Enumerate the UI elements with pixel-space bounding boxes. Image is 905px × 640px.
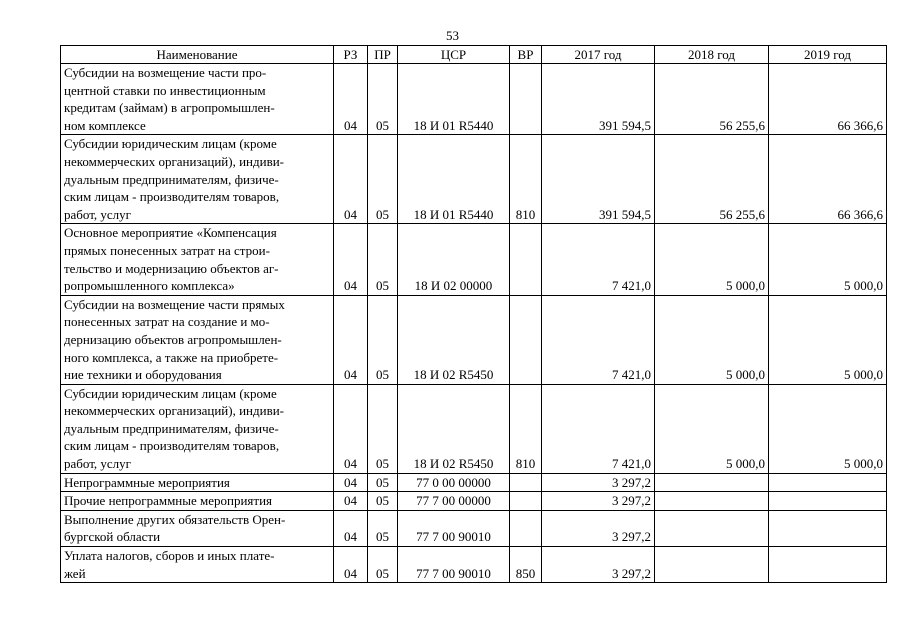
cell-name-line: некоммерческих организаций), индиви- [64,153,284,169]
cell-2017: 391 594,5 [542,64,655,135]
cell-name-line: дуальным предпринимателям, физиче- [64,171,279,187]
cell-2017: 7 421,0 [542,295,655,384]
cell-2017: 3 297,2 [542,547,655,583]
cell-name [61,492,334,511]
cell-name [61,135,334,224]
cell-vr [510,492,542,511]
cell-vr [510,473,542,492]
cell-2017: 3 297,2 [542,473,655,492]
cell-name [61,384,334,473]
table-row [61,224,887,295]
cell-name-line: Субсидии юридическим лицам (кроме [64,385,277,401]
cell-name-line: Основное мероприятие «Компенсация [64,225,277,241]
table-row [61,384,887,473]
cell-name-line: бургской области [64,529,161,545]
cell-name-line: Непрограммные мероприятия [64,474,230,490]
cell-name-line: ние техники и оборудования [64,367,222,383]
cell-name [61,473,334,492]
cell-rz: 04 [334,473,368,492]
cell-name-line: работ, услуг [64,456,132,472]
cell-2017: 3 297,2 [542,510,655,546]
cell-2019 [769,510,887,546]
cell-name-line: Субсидии юридическим лицам (кроме [64,136,277,152]
cell-name-line: прямых понесенных затрат на строи- [64,242,270,258]
table-row [61,135,887,224]
table-row [61,295,887,384]
table-row [61,510,887,546]
cell-2019: 5 000,0 [769,384,887,473]
cell-csr: 18 И 01 R5440 [398,135,510,224]
cell-pr: 05 [368,64,398,135]
cell-2019 [769,492,887,511]
budget-table [60,45,887,583]
cell-vr: 810 [510,135,542,224]
cell-2019: 66 366,6 [769,64,887,135]
cell-2017: 7 421,0 [542,384,655,473]
cell-csr: 18 И 02 R5450 [398,384,510,473]
cell-vr [510,224,542,295]
cell-2018 [655,510,769,546]
cell-rz: 04 [334,295,368,384]
cell-2018 [655,473,769,492]
cell-rz: 04 [334,492,368,511]
cell-name-line: Уплата налогов, сборов и иных плате- [64,548,275,564]
table-header-row [61,46,887,64]
cell-name-line: ским лицам - производителям товаров, [64,438,280,454]
cell-vr [510,510,542,546]
cell-csr: 77 0 00 00000 [398,473,510,492]
cell-name-line: кредитам (займам) в агропромышлен- [64,100,275,116]
cell-2019: 66 366,6 [769,135,887,224]
cell-name [61,295,334,384]
cell-name [61,224,334,295]
cell-name-line: дернизацию объектов агропромышлен- [64,331,282,347]
cell-csr: 77 7 00 90010 [398,547,510,583]
cell-pr: 05 [368,135,398,224]
cell-vr: 810 [510,384,542,473]
cell-name-line: тельство и модернизацию объектов аг- [64,260,279,276]
cell-name-line: Прочие непрограммные мероприятия [64,493,273,509]
cell-rz: 04 [334,384,368,473]
cell-name-line: Выполнение других обязательств Орен- [64,511,286,527]
header-csr: ЦСР [398,46,510,64]
cell-name [61,64,334,135]
cell-name-line: ном комплексе [64,117,146,133]
cell-pr: 05 [368,510,398,546]
header-vr: ВР [510,46,542,64]
cell-vr: 850 [510,547,542,583]
cell-pr: 05 [368,547,398,583]
cell-rz: 04 [334,547,368,583]
cell-csr: 77 7 00 00000 [398,492,510,511]
cell-name-line: ским лицам - производителям товаров, [64,189,280,205]
cell-rz: 04 [334,135,368,224]
cell-pr: 05 [368,384,398,473]
table-row [61,492,887,511]
cell-2019 [769,473,887,492]
table-row [61,64,887,135]
header-2017: 2017 год [542,46,655,64]
cell-2019: 5 000,0 [769,224,887,295]
cell-2018: 56 255,6 [655,135,769,224]
cell-name-line: Субсидии на возмещение части прямых [64,296,285,312]
cell-name-line: ропромышленного комплекса» [64,278,235,294]
cell-name-line: Субсидии на возмещение части про- [64,65,267,80]
header-2018: 2018 год [655,46,769,64]
cell-2018: 5 000,0 [655,224,769,295]
cell-2019 [769,547,887,583]
cell-csr: 77 7 00 90010 [398,510,510,546]
cell-name-line: центной ставки по инвестиционным [64,82,266,98]
cell-name [61,547,334,583]
cell-2018: 5 000,0 [655,295,769,384]
header-rz: РЗ [334,46,368,64]
cell-2018: 5 000,0 [655,384,769,473]
cell-name-line: ного комплекса, а также на приобрете- [64,349,279,365]
header-2019: 2019 год [769,46,887,64]
cell-name-line: работ, услуг [64,206,132,222]
cell-2019: 5 000,0 [769,295,887,384]
cell-rz: 04 [334,64,368,135]
cell-pr: 05 [368,224,398,295]
cell-vr [510,295,542,384]
header-pr: ПР [368,46,398,64]
cell-2018: 56 255,6 [655,64,769,135]
cell-2017: 7 421,0 [542,224,655,295]
cell-csr: 18 И 02 R5450 [398,295,510,384]
cell-name-line: дуальным предпринимателям, физиче- [64,420,279,436]
cell-name-line: жей [64,565,86,581]
cell-pr: 05 [368,492,398,511]
cell-2018 [655,492,769,511]
cell-pr: 05 [368,473,398,492]
cell-name [61,510,334,546]
cell-csr: 18 И 02 00000 [398,224,510,295]
cell-2018 [655,547,769,583]
cell-csr: 18 И 01 R5440 [398,64,510,135]
cell-name-line: понесенных затрат на создание и мо- [64,314,270,330]
page-number: 53 [446,28,459,43]
cell-rz: 04 [334,224,368,295]
cell-vr [510,64,542,135]
header-name: Наименование [61,46,334,64]
cell-rz: 04 [334,510,368,546]
cell-name-line: некоммерческих организаций), индиви- [64,403,284,419]
table-row [61,473,887,492]
cell-pr: 05 [368,295,398,384]
cell-2017: 3 297,2 [542,492,655,511]
table-row [61,547,887,583]
cell-2017: 391 594,5 [542,135,655,224]
table-body [61,64,887,583]
